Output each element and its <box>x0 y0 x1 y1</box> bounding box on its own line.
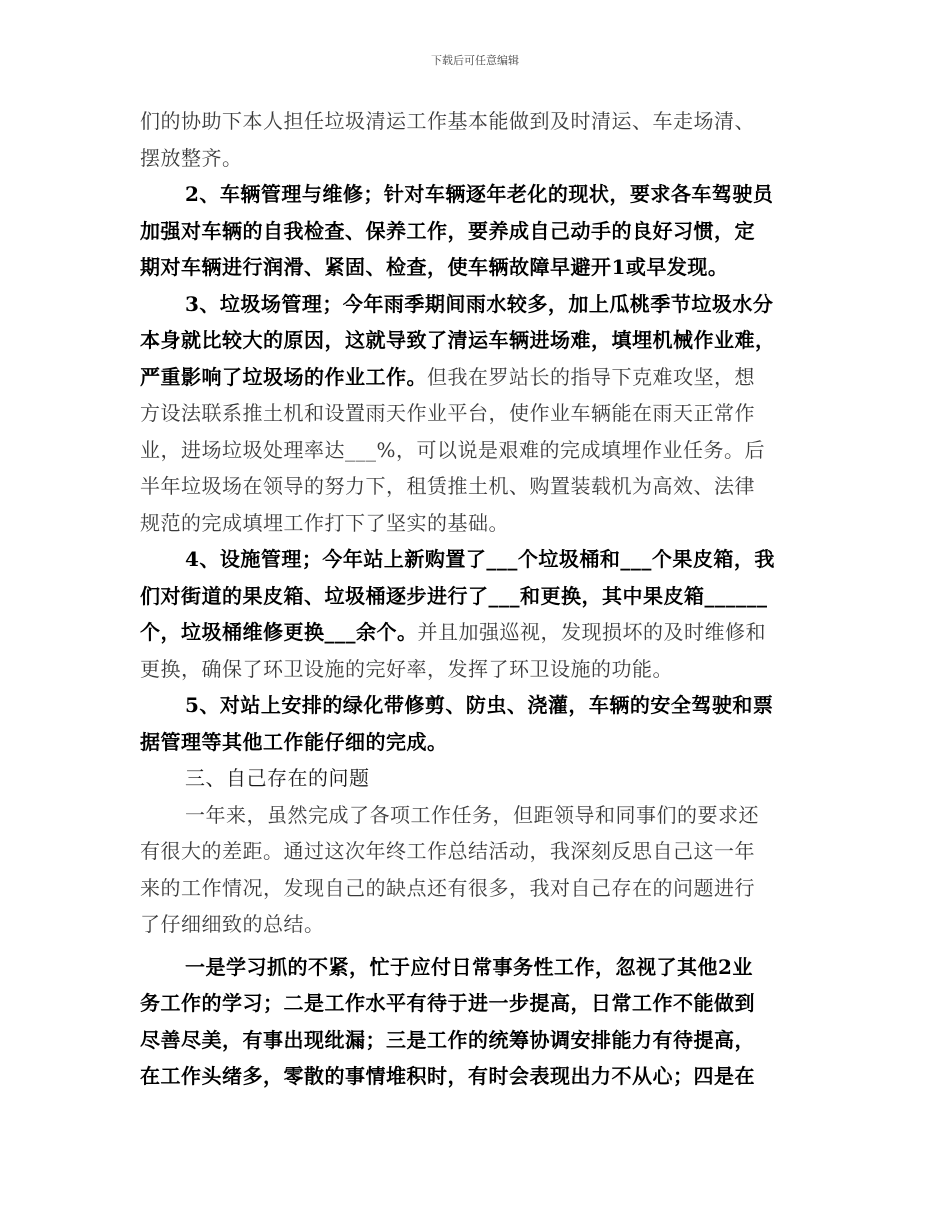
text-line: 方设法联系推土机和设置雨天作业平台，使作业车辆能在雨天正常作 <box>140 401 755 425</box>
text-line: 有很大的差距。通过这次年终工作总结活动，我深刻反思自己这一年 <box>140 839 755 863</box>
text-line <box>140 614 812 651</box>
text-line: 一年来，虽然完成了各项工作任务，但距领导和同事们的要求还 <box>185 802 759 827</box>
text-line: 尽善尽美，有事出现纰漏；三是工作的统筹协调安排能力有待提高， <box>140 1027 755 1052</box>
text-line: 本身就比较大的原因，这就导致了清运车辆进场难，填埋机械作业难， <box>140 328 776 352</box>
problem-list-line: 一是学习抓的不紧，忙于应付日常事务性工作，忽视了其他2业 <box>185 954 753 979</box>
text-segment: 并且加强巡视，发现损坏的及时维修和 <box>417 620 766 644</box>
text-line: 了仔细细致的总结。 <box>140 912 325 936</box>
section-3-line: 3、垃圾场管理；今年雨季期间雨水较多，加上瓜桃季节垃圾水分 <box>185 291 774 316</box>
section-heading-3: 三、自己存在的问题 <box>185 766 370 790</box>
text-line: 摆放整齐。 <box>140 145 243 170</box>
text-line <box>140 359 812 396</box>
text-segment-bold: 严重影响了垃圾场的作业工作。 <box>140 364 427 389</box>
text-line: 半年垃圾场在领导的努力下，租赁推土机、购置装载机为高效、法律 <box>140 474 755 498</box>
text-line: 业，进场垃圾处理率达___%，可以说是艰难的完成填埋作业任务。后 <box>140 437 766 462</box>
text-segment: 但我在罗站长的指导下克难攻坚，想 <box>427 364 755 389</box>
text-segment-bold: 个，垃圾桶维修更换___余个。 <box>140 620 418 644</box>
section-2-line: 2、车辆管理与维修；针对车辆逐年老化的现状，要求各车驾驶员 <box>185 182 774 206</box>
text-line: 更换，确保了环卫设施的完好率，发挥了环卫设施的功能。 <box>140 656 673 681</box>
text-line: 们对街道的果皮箱、垃圾桶逐步进行了___和更换，其中果皮箱______ <box>140 583 768 608</box>
header-note: 下载后可任意编辑 <box>431 54 519 67</box>
text-line: 加强对车辆的自我检查、保养工作，要养成自己动手的良好习惯，定 <box>140 218 755 243</box>
text-line: 期对车辆进行润滑、紧固、检查，使车辆故障早避开1或早发现。 <box>140 255 729 279</box>
text-line: 来的工作情况，发现自己的缺点还有很多，我对自己存在的问题进行 <box>140 875 755 900</box>
text-line: 务工作的学习；二是工作水平有待于进一步提高，日常工作不能做到 <box>140 991 755 1015</box>
text-line: 在工作头绪多，零散的事情堆积时，有时会表现出力不从心；四是在 <box>140 1064 755 1088</box>
text-line: 据管理等其他工作能仔细的完成。 <box>140 729 448 754</box>
text-line: 们的协助下本人担任垃圾清运工作基本能做到及时清运、车走场清、 <box>140 109 755 133</box>
section-5-line: 5、对站上安排的绿化带修剪、防虫、浇灌，车辆的安全驾驶和票 <box>185 693 774 717</box>
section-4-line: 4、设施管理；今年站上新购置了___个垃圾桶和___个果皮箱，我 <box>185 547 775 571</box>
text-line: 规范的完成填埋工作打下了坚实的基础。 <box>140 510 509 535</box>
document-body <box>140 103 812 1095</box>
